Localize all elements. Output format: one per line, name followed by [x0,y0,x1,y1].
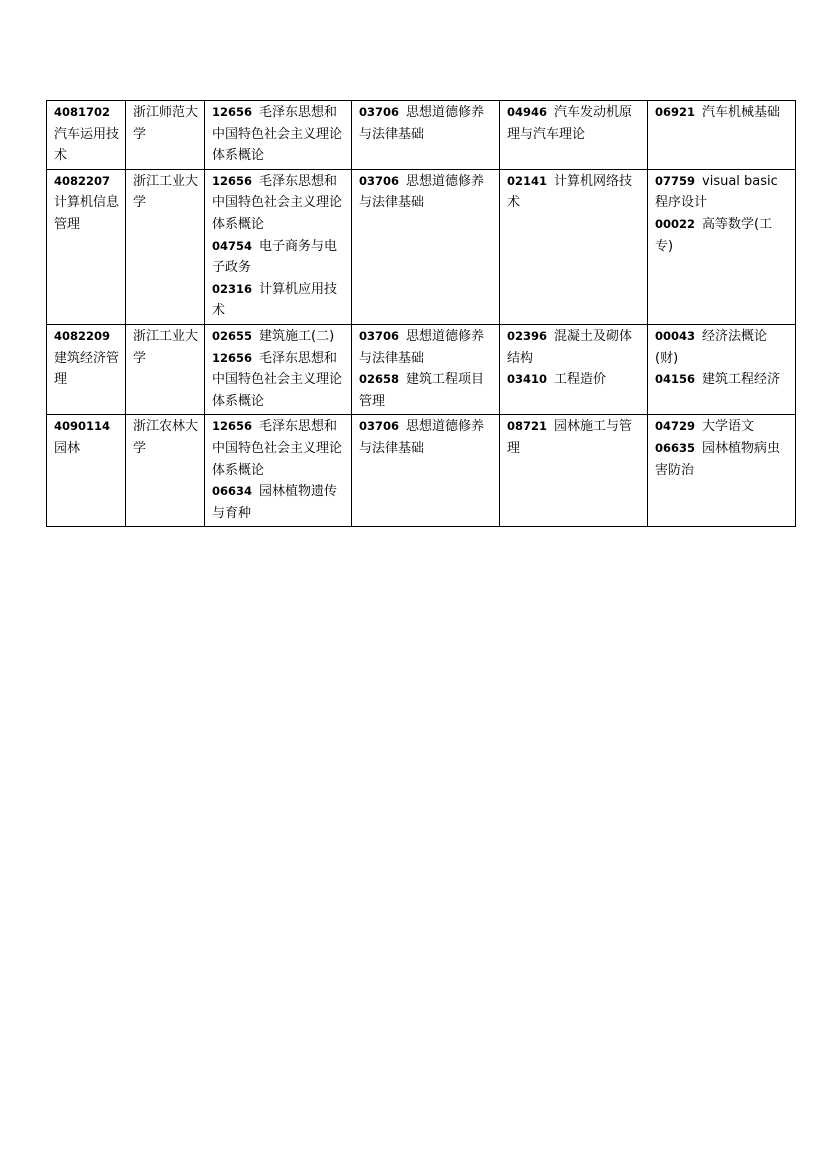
course-cell [500,169,648,324]
major-name: 汽车运用技术 [54,126,120,164]
course-item [655,438,789,481]
major-name: 园林 [54,440,81,456]
course-item [507,416,641,459]
course-cell [648,169,796,324]
course-code: 06635 [655,440,696,455]
course-cell [648,415,796,527]
major-name: 建筑经济管理 [54,350,120,388]
school-cell [126,169,205,324]
course-code: 02655 [212,328,253,343]
course-cell [205,169,352,324]
table-row [47,324,796,414]
major-cell [47,101,126,170]
course-cell [352,415,500,527]
course-item [359,171,493,214]
course-code: 08721 [507,419,548,434]
major-code: 4090114 [54,419,111,434]
course-name: visual basic程序设计 [655,173,778,211]
course-item [655,369,789,391]
course-item [212,279,345,322]
course-name: 工程造价 [554,372,607,388]
course-code: 02658 [359,372,400,387]
table-row [47,415,796,527]
course-code: 04946 [507,105,548,119]
course-name: 毛泽东思想和中国特色社会主义理论体系概论 [212,350,343,409]
course-code: 12656 [212,173,253,188]
course-name: 经济法概论(财) [655,328,768,366]
course-code: 03706 [359,173,400,188]
course-name: 园林植物病虫害防治 [655,440,781,478]
course-name: 园林施工与管理 [507,419,633,456]
course-cell [500,324,648,414]
course-name: 汽车机械基础 [702,105,781,120]
course-code: 04754 [212,238,253,253]
course-item [507,171,641,214]
course-cell [205,415,352,527]
course-code: 00022 [655,216,696,231]
course-code: 06634 [212,484,253,499]
major-cell [47,415,126,527]
course-item [655,102,789,124]
course-cell [352,101,500,170]
course-item [359,416,493,459]
course-code: 00043 [655,328,696,343]
course-code: 04156 [655,372,696,387]
course-item [507,326,641,369]
course-name: 建筑工程经济 [702,372,781,388]
course-name: 大学语文 [702,419,755,435]
course-item [359,326,493,369]
course-table [46,100,796,527]
course-name: 毛泽东思想和中国特色社会主义理论体系概论 [212,105,343,164]
course-name: 思想道德修养与法律基础 [359,328,485,366]
course-item [212,326,345,348]
course-code: 12656 [212,419,253,434]
school-name: 浙江工业大学 [133,328,199,366]
course-code: 03706 [359,328,400,343]
course-cell [500,101,648,170]
course-item [359,102,493,145]
course-cell [648,101,796,170]
course-name: 汽车发动机原理与汽车理论 [507,105,633,142]
course-name: 毛泽东思想和中国特色社会主义理论体系概论 [212,419,343,478]
course-name: 混凝土及砌体结构 [507,328,633,366]
course-name: 思想道德修养与法律基础 [359,105,485,142]
course-item [212,171,345,236]
major-code: 4082207 [54,173,111,188]
table-row [47,169,796,324]
school-name: 浙江农林大学 [133,419,199,456]
course-cell [352,169,500,324]
school-name: 浙江师范大学 [133,105,199,142]
course-name: 毛泽东思想和中国特色社会主义理论体系概论 [212,173,343,232]
course-item [655,171,789,214]
table-row [47,101,796,170]
course-name: 思想道德修养与法律基础 [359,173,485,211]
course-item [212,481,345,524]
course-code: 12656 [212,350,253,365]
course-name: 建筑施工(二) [259,328,335,344]
course-name: 园林植物遗传与育种 [212,484,338,521]
course-code: 02141 [507,173,548,188]
course-item [212,348,345,413]
course-name: 电子商务与电子政务 [212,238,338,276]
school-name: 浙江工业大学 [133,173,199,211]
school-cell [126,324,205,414]
course-code: 03706 [359,105,400,119]
course-code: 03706 [359,419,400,434]
course-code: 04729 [655,419,696,434]
course-code: 02316 [212,281,253,296]
major-cell [47,169,126,324]
course-name: 计算机应用技术 [212,281,338,319]
course-code: 02396 [507,328,548,343]
course-item [655,416,789,438]
course-code: 03410 [507,372,548,387]
course-item [359,369,493,412]
course-name: 建筑工程项目管理 [359,372,485,409]
course-code: 12656 [212,105,253,119]
major-code: 4082209 [54,328,111,343]
course-cell [352,324,500,414]
course-item [212,416,345,481]
course-cell [648,324,796,414]
course-item [655,214,789,257]
school-cell [126,415,205,527]
course-cell [205,101,352,170]
table-body [47,101,796,527]
major-cell [47,324,126,414]
course-cell [205,324,352,414]
course-name: 高等数学(工专) [655,216,773,254]
major-code: 4081702 [54,105,111,119]
course-item [507,102,641,145]
course-name: 思想道德修养与法律基础 [359,419,485,456]
course-code: 07759 [655,173,696,188]
course-item [507,369,641,391]
course-name: 计算机网络技术 [507,173,633,211]
course-item [212,102,345,167]
course-code: 06921 [655,105,696,119]
course-item [655,326,789,369]
school-cell [126,101,205,170]
course-cell [500,415,648,527]
course-item [212,236,345,279]
major-name: 计算机信息管理 [54,195,120,232]
